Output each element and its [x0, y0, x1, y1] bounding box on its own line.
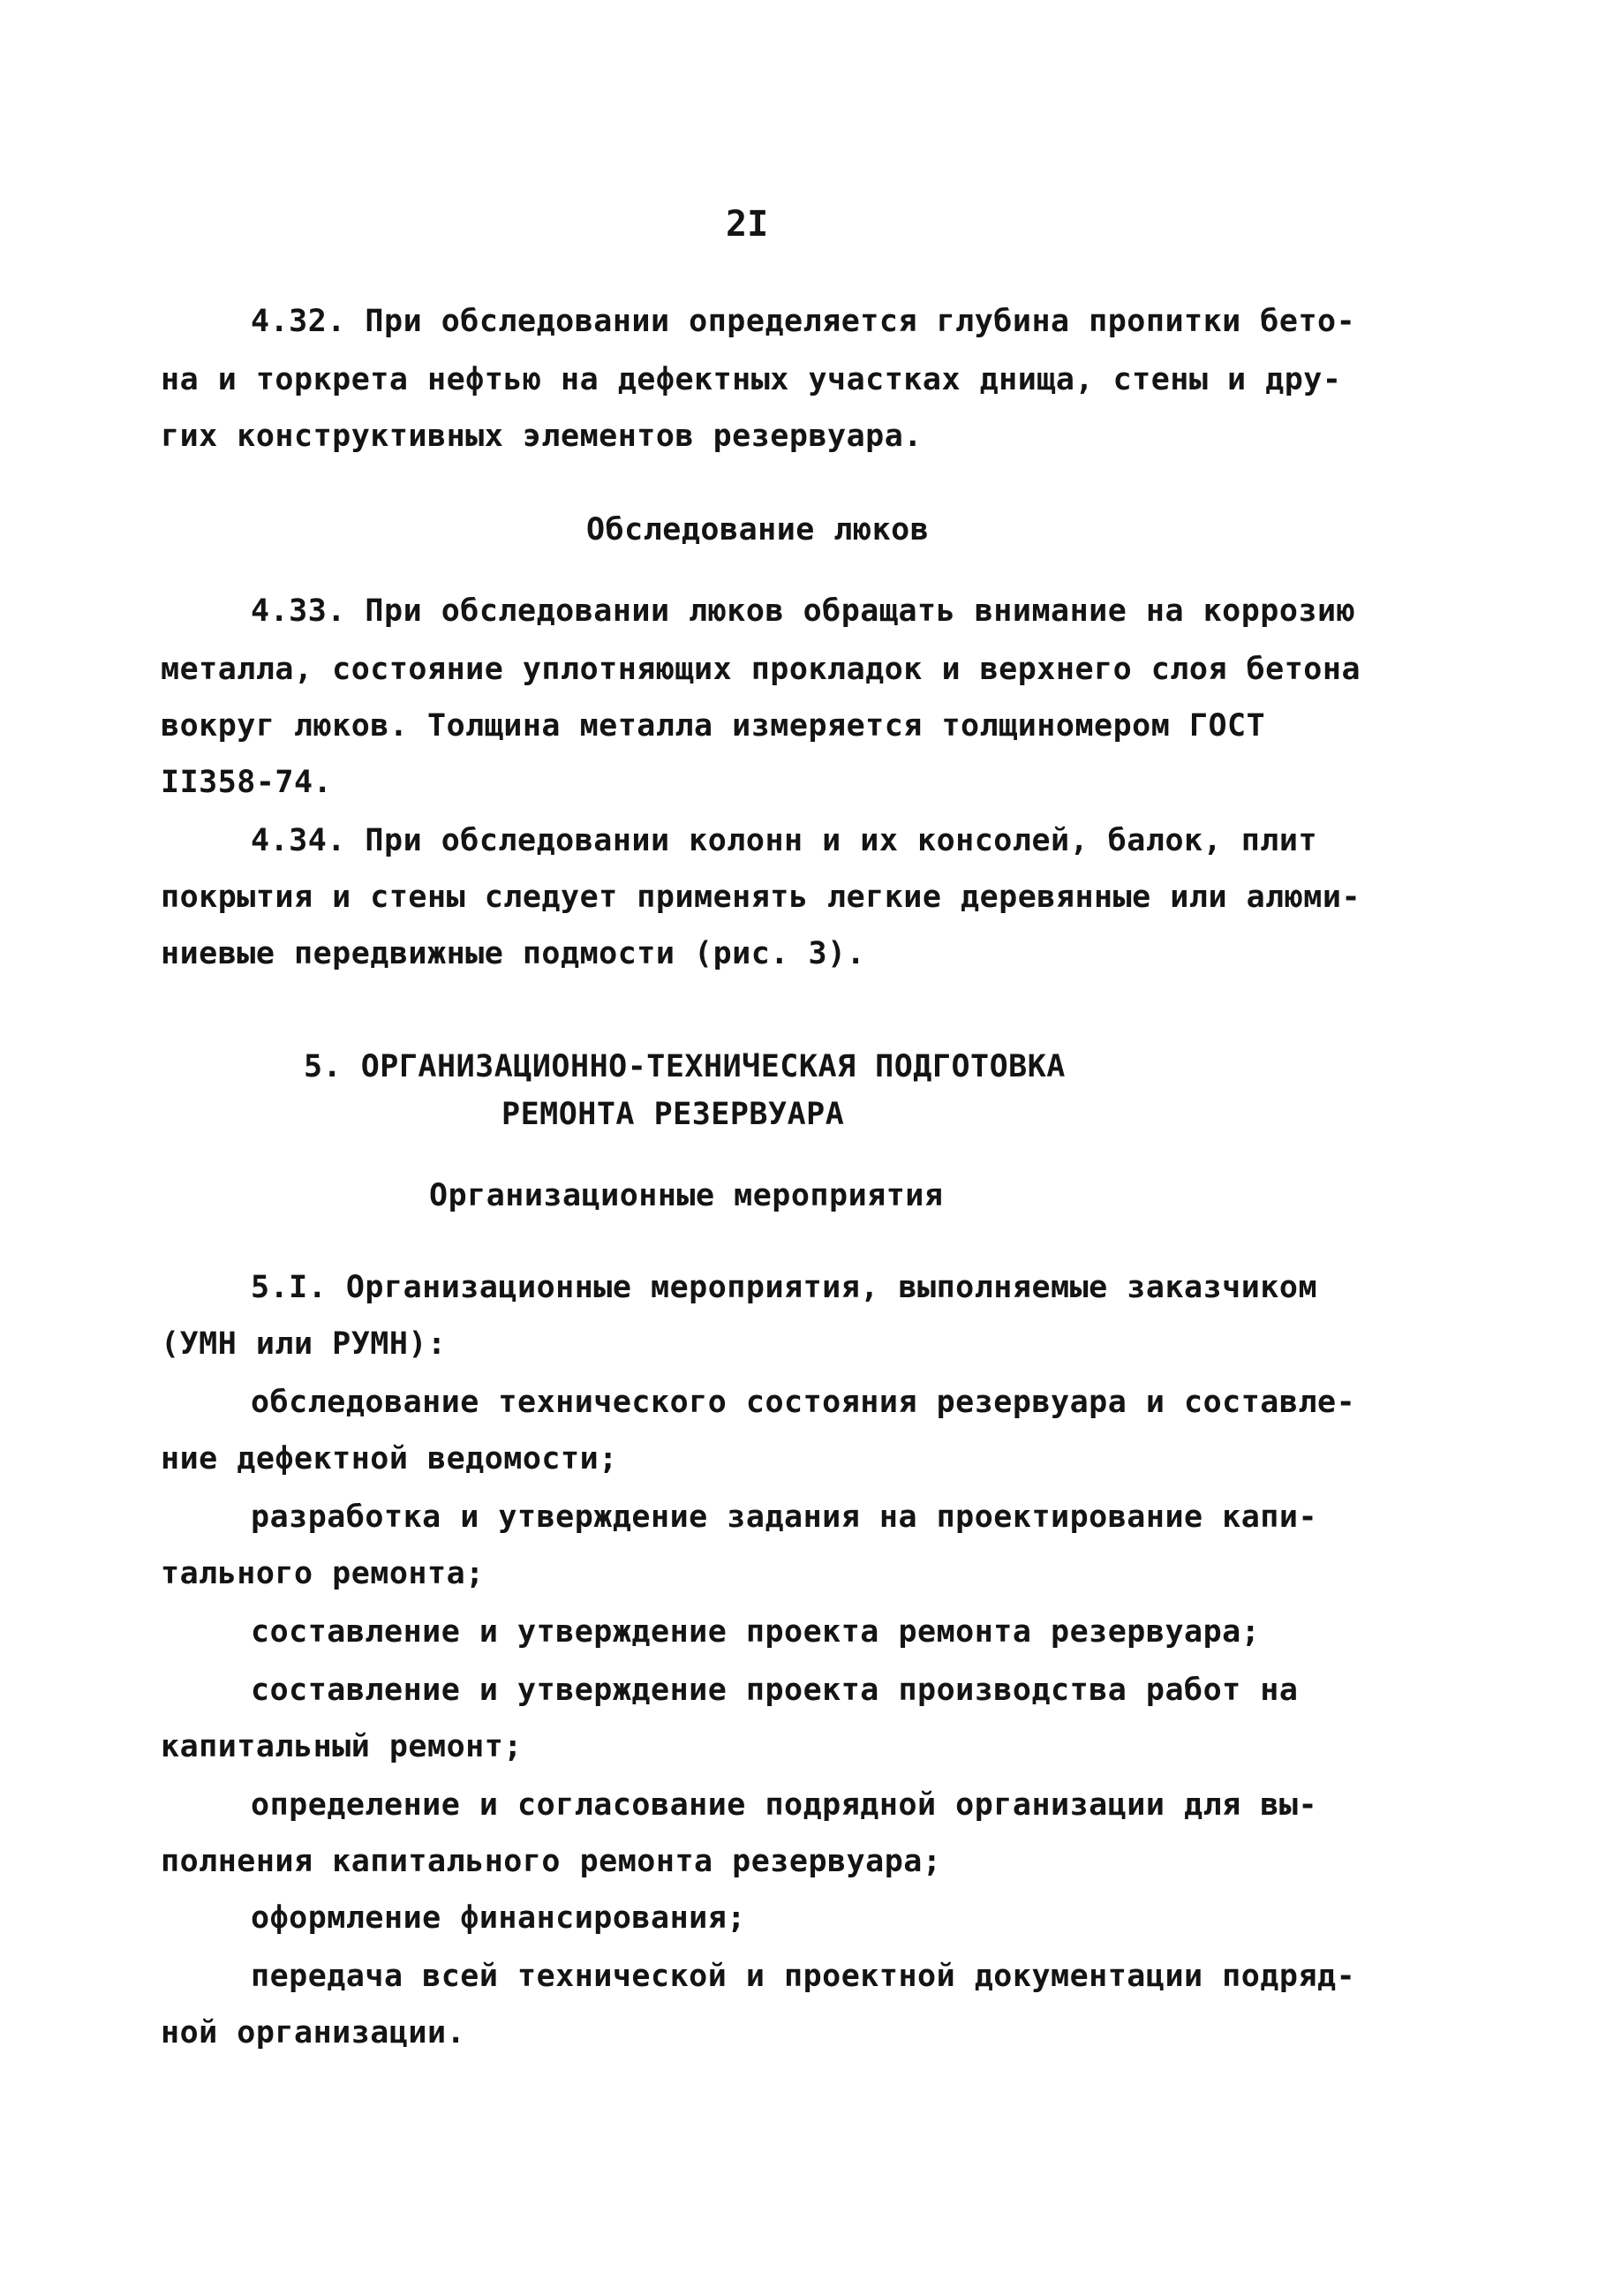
list-item-1-line-2: ние дефектной ведомости;	[161, 1441, 618, 1477]
list-item-2-line-1: разработка и утверждение задания на проектирование капи-	[251, 1499, 1318, 1535]
subheading-organizational-measures: Организационные мероприятия	[429, 1178, 944, 1213]
list-item-5-line-2: полнения капитального ремонта резервуара;	[161, 1844, 942, 1879]
paragraph-4-32-line-3: гих конструктивных элементов резервуара.	[161, 419, 923, 454]
list-item-6-line-1: оформление финансирования;	[251, 1900, 746, 1936]
paragraph-4-33-line-4: II358-74.	[161, 765, 333, 800]
paragraph-4-32-line-2: на и торкрета нефтью на дефектных участках днища, стены и дру-	[161, 362, 1342, 397]
paragraph-4-32-line-1: 4.32. При обследовании определяется глубина пропитки бето-	[251, 304, 1356, 339]
paragraph-4-34-line-1: 4.34. При обследовании колонн и их консолей, балок, плит	[251, 823, 1318, 858]
heading-hatches: Обследование люков	[586, 512, 930, 548]
section-5-title-line-1: 5. ОРГАНИЗАЦИОННО-ТЕХНИЧЕСКАЯ ПОДГОТОВКА	[304, 1049, 1066, 1084]
list-item-4-line-1: составление и утверждение проекта производства работ на	[251, 1673, 1299, 1708]
paragraph-4-33-line-1: 4.33. При обследовании люков обращать внимание на коррозию	[251, 593, 1356, 629]
list-item-7-line-1: передача всей технической и проектной документации подряд-	[251, 1959, 1356, 1994]
page-number: 2I	[726, 204, 769, 245]
list-item-1-line-1: обследование технического состояния резервуара и составле-	[251, 1385, 1356, 1420]
list-item-2-line-2: тального ремонта;	[161, 1556, 485, 1591]
list-item-5-line-1: определение и согласование подрядной организации для вы-	[251, 1787, 1318, 1823]
list-item-7-line-2: ной организации.	[161, 2015, 466, 2051]
list-item-4-line-2: капитальный ремонт;	[161, 1729, 523, 1764]
list-item-3-line-1: составление и утверждение проекта ремонта резервуара;	[251, 1614, 1261, 1650]
paragraph-4-33-line-2: металла, состояние уплотняющих прокладок и верхнего слоя бетона	[161, 652, 1361, 687]
paragraph-5-1-line-2: (УМН или РУМН):	[161, 1326, 447, 1362]
paragraph-5-1-line-1: 5.I. Организационные мероприятия, выполняемые заказчиком	[251, 1270, 1318, 1305]
paragraph-4-34-line-3: ниевые передвижные подмости (рис. 3).	[161, 936, 866, 971]
paragraph-4-33-line-3: вокруг люков. Толщина металла измеряется толщиномером ГОСТ	[161, 708, 1266, 744]
paragraph-4-34-line-2: покрытия и стены следует применять легкие деревянные или алюми-	[161, 880, 1361, 915]
section-5-title-line-2: РЕМОНТА РЕЗЕРВУАРА	[501, 1097, 845, 1132]
